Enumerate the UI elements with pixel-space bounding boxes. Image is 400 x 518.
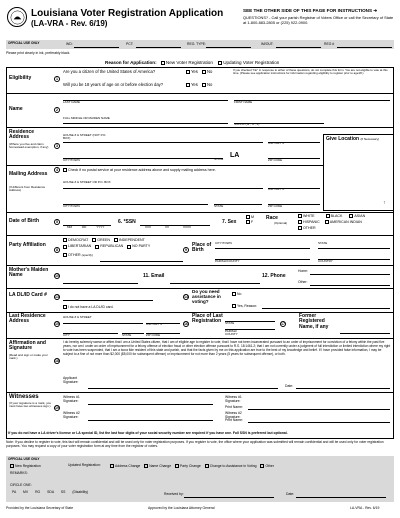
no-postal-service-checkbox[interactable] bbox=[63, 168, 67, 172]
residence-zip-field[interactable] bbox=[268, 158, 320, 159]
update-registration-checkbox[interactable] bbox=[218, 61, 222, 65]
birth-city-field[interactable] bbox=[215, 248, 310, 249]
former-name-field[interactable] bbox=[340, 333, 390, 334]
last-residence-city-field[interactable] bbox=[63, 333, 118, 334]
official-use-bottom: OFFICIAL USE ONLY New Registration Updated Registration: Address Change Name Change Party Change Change to Assistance in Voting Other REMARKS: CIRCLE ONE: PA MV RG SDA SS (Disability) Received by: Date: bbox=[6, 456, 394, 502]
party-other-field[interactable] bbox=[100, 261, 183, 262]
official-party-change-checkbox[interactable] bbox=[175, 464, 179, 468]
dl-label: LA DL/ID Card # bbox=[9, 292, 47, 298]
birth-state-field[interactable] bbox=[318, 248, 390, 249]
mothers-maiden-field[interactable] bbox=[63, 283, 138, 284]
first-name-field[interactable] bbox=[234, 100, 390, 101]
home-phone-field[interactable] bbox=[310, 274, 390, 275]
row-number-3: 3 bbox=[56, 144, 58, 148]
mailing-zip-field[interactable] bbox=[268, 204, 320, 205]
former-name-label: Former Registered Name, if any bbox=[299, 313, 329, 330]
assistance-reason-field[interactable] bbox=[262, 308, 390, 309]
no-dl-checkbox[interactable] bbox=[63, 305, 67, 309]
assistance-no-checkbox[interactable] bbox=[232, 292, 236, 296]
eligibility-label: Eligibility bbox=[9, 75, 32, 81]
middle-name-field[interactable] bbox=[63, 123, 228, 124]
other-phone-field[interactable] bbox=[310, 285, 390, 286]
sex-f-checkbox[interactable] bbox=[246, 220, 250, 224]
affirmation-text: I do hereby solemnly swear or affirm that I am a United States citizen, that I am of eligible age to register to vote, that I have not been incarcerated pursuant to an order of imprisonment for conviction of a felony within the past five years, nor am I under an order of imprisonment for a felony offense of election fraud or other election offense pursuant to R.S. 18:1461.2; that I am not currently under a judgment of full interdiction or limited interdiction where my right to vote has been suspended, that I am a bona fide resident of this state and parish, and that the facts given by me on this application are true to the best of my knowledge and belief. If I have provided false information, I may be subject to a fine of not more than $2,000 ($5,000 for subsequent offense) or imprisonment for not more than 2 years (5 years for subsequent offense), or both. bbox=[63, 340, 391, 356]
applicant-signature-field[interactable] bbox=[88, 388, 278, 389]
instructions-note: SEE THE OTHER SIDE OF THIS PAGE FOR INSTRUCTIONS ➔ bbox=[243, 8, 378, 13]
questions-note: QUESTIONS? - Call your parish Registrar of Voters Office or call the Secretary of State at 1-800-883-2805 or (225) 922-0900. bbox=[243, 15, 394, 26]
last-residence-state-field[interactable] bbox=[122, 333, 144, 334]
row-number-13: 13 bbox=[55, 295, 59, 299]
witness1-signature-field[interactable] bbox=[88, 404, 213, 405]
witness2-signature-field[interactable] bbox=[88, 420, 213, 421]
mailing-label: Mailing Address bbox=[9, 171, 48, 177]
witnesses-label: Witnesses bbox=[9, 394, 39, 400]
last-residence-street-field[interactable] bbox=[63, 323, 143, 324]
party-green-checkbox[interactable] bbox=[92, 238, 96, 242]
witness1-print-field[interactable] bbox=[248, 409, 390, 410]
last-reg-parish-field[interactable] bbox=[225, 329, 275, 330]
page-title: Louisiana Voter Registration Application bbox=[31, 8, 224, 19]
party-libertarian-checkbox[interactable] bbox=[63, 245, 67, 249]
row-number-6-ssn: 6. *SSN bbox=[118, 219, 136, 225]
row-number-10: 10 bbox=[55, 274, 59, 278]
form-revision: (LA-VRA - Rev. 6/19) bbox=[31, 19, 108, 28]
citizen-question: Are you a citizen of the United States of America? bbox=[63, 69, 156, 74]
row-number-12-phone: 12. Phone bbox=[262, 273, 286, 279]
mailing-city-field[interactable] bbox=[63, 204, 208, 205]
row-number-8: 8 bbox=[56, 248, 58, 252]
assistance-label: Do you need assistance in voting? bbox=[192, 289, 221, 304]
race-white-checkbox[interactable] bbox=[298, 214, 302, 218]
mailing-street-field[interactable] bbox=[63, 188, 263, 189]
row-number-1: 1 bbox=[56, 77, 58, 81]
row-number-7-sex: 7. Sex bbox=[222, 219, 237, 225]
residence-state-value: LA bbox=[230, 152, 240, 159]
party-democrat-checkbox[interactable] bbox=[63, 238, 67, 242]
residence-label: Residence Address bbox=[9, 129, 35, 141]
give-location-label: Give Location (If Necessary) bbox=[326, 136, 380, 142]
approved-by: Approved by the Louisiana Attorney General bbox=[148, 506, 215, 510]
row-number-9: 9 bbox=[185, 248, 187, 252]
row-number-5: 5 bbox=[56, 220, 58, 224]
dl-number-field[interactable] bbox=[63, 300, 153, 301]
official-other-checkbox[interactable] bbox=[260, 464, 264, 468]
sex-m-checkbox[interactable] bbox=[246, 215, 250, 219]
birth-country-field[interactable] bbox=[318, 259, 390, 260]
name-label: Name bbox=[9, 106, 23, 112]
birth-parish-field[interactable] bbox=[215, 259, 310, 260]
residence-street-field[interactable] bbox=[63, 142, 263, 143]
last-residence-label: Last Residence Address bbox=[9, 313, 46, 325]
official-use-top: OFFICIAL USE ONLY WD: PCT: REG. TYPE: IM/OUT: REG # bbox=[6, 40, 394, 49]
confidentiality-note: Note: If you decline to register to vote, this fact will remain confidential and will be used only for voter registration purposes. If you register to vote, the office where your application was submitted will remain confidential and will be used only for voter registration purposes. You may request a copy of your voter registration form at any time from the registrar of voters. bbox=[6, 440, 384, 449]
row-number-11-email: 11. Email bbox=[143, 273, 165, 279]
mailing-unit-field[interactable] bbox=[268, 188, 320, 189]
eligibility-note: If you checked "No" in response to either of these questions, do not complete this form. You are not eligible to vote at this time. (Please see application instructions for information regarding eligibility to register prior to age18.) bbox=[233, 68, 388, 76]
witness2-print-field[interactable] bbox=[248, 422, 390, 423]
received-by-field[interactable] bbox=[184, 497, 274, 498]
mailing-state-field[interactable] bbox=[214, 204, 262, 205]
citizen-no-checkbox[interactable] bbox=[202, 70, 206, 74]
residence-unit-field[interactable] bbox=[268, 142, 320, 143]
official-new-registration-checkbox[interactable] bbox=[10, 464, 14, 468]
race-hispanic-checkbox[interactable] bbox=[298, 220, 302, 224]
ssn-note: * If you do not have a LA driver's license or LA special ID, list the last four digits of your social security number are required if you have one. Full SSN is preferred but optional. bbox=[6, 431, 288, 435]
suffix-field[interactable] bbox=[234, 123, 324, 124]
party-independent-checkbox[interactable] bbox=[114, 238, 118, 242]
provided-by: Provided by the Louisiana Secretary of State bbox=[6, 506, 74, 510]
assistance-yes-checkbox[interactable] bbox=[232, 304, 236, 308]
north-arrow-icon: ↑ bbox=[383, 200, 386, 206]
race-asian-checkbox[interactable] bbox=[349, 214, 353, 218]
row-number-18: 18 bbox=[55, 359, 59, 363]
arrow-right-icon: ➔ bbox=[373, 8, 378, 13]
party-label: Party Affiliation bbox=[9, 242, 46, 248]
received-date-field[interactable] bbox=[296, 497, 386, 498]
applicant-date-field[interactable] bbox=[296, 388, 390, 389]
print-note: Please print clearly in ink, preferably black. bbox=[6, 51, 71, 55]
row-number-14: 14 bbox=[184, 295, 188, 299]
race-label: Race bbox=[266, 215, 278, 221]
citizen-yes-checkbox[interactable] bbox=[186, 70, 190, 74]
last-name-field[interactable] bbox=[63, 100, 228, 101]
place-of-birth-label: Place of Birth bbox=[192, 242, 212, 254]
race-other-checkbox[interactable] bbox=[298, 226, 302, 230]
age-yes-checkbox[interactable] bbox=[186, 83, 190, 87]
footer-revision: LA-VRA - Rev. 6/19 bbox=[350, 506, 380, 510]
party-no-party-checkbox[interactable] bbox=[127, 245, 131, 249]
party-republican-checkbox[interactable] bbox=[95, 245, 99, 249]
new-registration-checkbox[interactable] bbox=[161, 61, 165, 65]
state-seal-icon bbox=[7, 7, 27, 27]
row-number-19: 19 bbox=[55, 406, 59, 410]
official-assistance-change-checkbox[interactable] bbox=[205, 464, 209, 468]
row-number-4: 4 bbox=[56, 168, 58, 172]
residence-city-field[interactable] bbox=[63, 158, 223, 159]
race-black-checkbox[interactable] bbox=[326, 214, 330, 218]
reason-row: Reason for Application: New Voter Registration Updating Voter Registration bbox=[105, 60, 280, 65]
last-residence-unit-field[interactable] bbox=[146, 323, 180, 324]
affirmation-label: Affirmation and Signature bbox=[9, 340, 46, 352]
row-number-17: 17 bbox=[281, 322, 285, 326]
row-number-2: 2 bbox=[56, 108, 58, 112]
race-american-indian-checkbox[interactable] bbox=[325, 220, 329, 224]
age-no-checkbox[interactable] bbox=[202, 83, 206, 87]
row-number-15: 15 bbox=[55, 322, 59, 326]
email-field[interactable] bbox=[170, 283, 260, 284]
age-question: Will you be 18 years of age on or before election day? bbox=[63, 82, 164, 87]
official-name-change-checkbox[interactable] bbox=[144, 464, 148, 468]
last-residence-zip-field[interactable] bbox=[146, 333, 180, 334]
official-address-change-checkbox[interactable] bbox=[110, 464, 114, 468]
dob-label: Date of Birth bbox=[9, 218, 39, 224]
last-registration-label: Place of Last Registration bbox=[192, 313, 223, 325]
mothers-maiden-label: Mother's Maiden Name bbox=[9, 267, 49, 279]
party-other-checkbox[interactable] bbox=[63, 253, 67, 257]
row-number-16: 16 bbox=[184, 322, 188, 326]
last-reg-state-field[interactable] bbox=[225, 321, 275, 322]
